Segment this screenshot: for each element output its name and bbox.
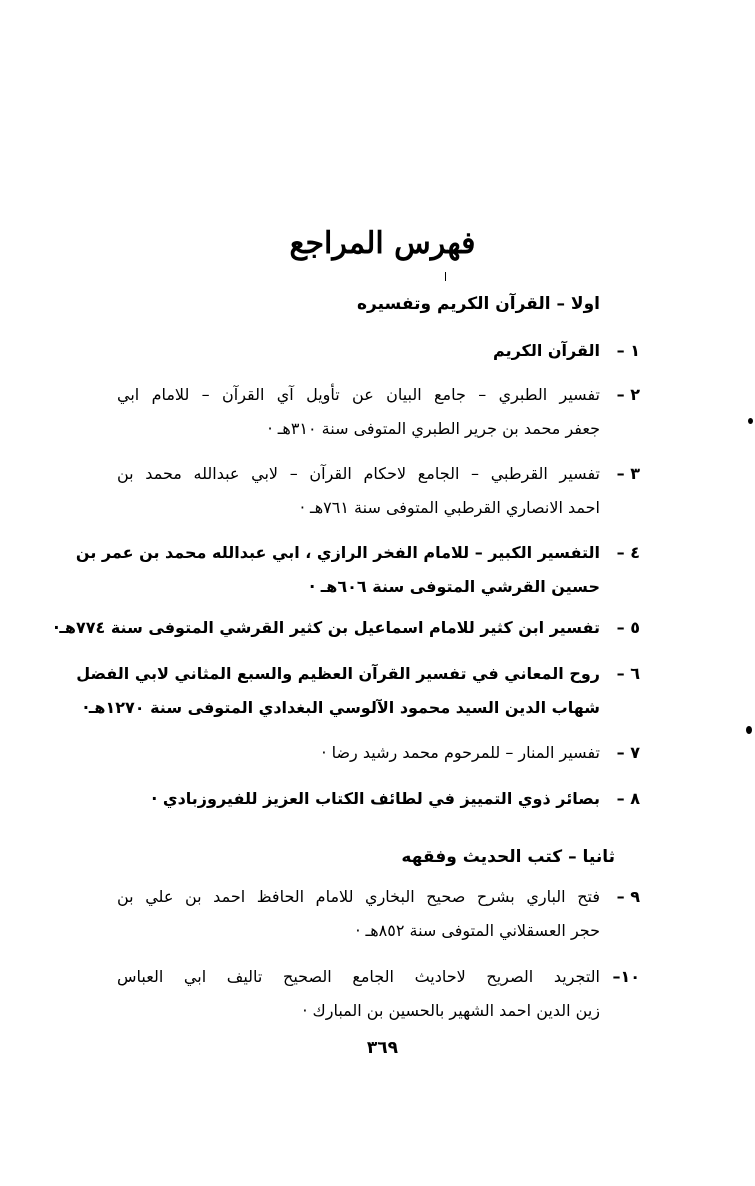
page-title: فهرس المراجع [289, 226, 476, 261]
entry-text-continued: حسين القرشي المتوفى سنة ٦٠٦هـ · [309, 577, 600, 596]
entry-text: تفسير الطبري – جامع البيان عن تأويل آي القرآن – للامام ابي [117, 385, 600, 404]
entry-text-continued: حجر العسقلاني المتوفى سنة ٨٥٢هـ · [355, 921, 600, 940]
entry-number: ١٠– [612, 967, 640, 986]
entry-number: ١ – [616, 341, 640, 360]
entry-number: ٨ – [616, 789, 640, 808]
entry-text: فتح الباري بشرح صحيح البخاري للامام الحافظ احمد بن علي بن [117, 887, 600, 906]
reference-entry [75, 536, 640, 604]
reference-entry [117, 457, 640, 525]
entry-text-continued: زين الدين احمد الشهير بالحسين بن المبارك · [302, 1001, 600, 1020]
entry-text-continued: شهاب الدين السيد محمود الآلوسي البغدادي المتوفى سنة ١٢٧٠هـ· [82, 698, 600, 717]
reference-entry [117, 960, 640, 1028]
entry-number: ٥ – [616, 618, 640, 637]
section-heading-hadith: ثانيا – كتب الحديث وفقهه [401, 847, 615, 867]
scan-speck [748, 418, 753, 424]
entry-number: ٦ – [616, 664, 640, 683]
entry-number: ٩ – [616, 887, 640, 906]
entry-number: ٣ – [616, 464, 640, 483]
reference-entry [53, 611, 640, 645]
entry-text: روح المعاني في تفسير القرآن العظيم والسبع المثاني لابي الفضل [76, 664, 600, 683]
reference-entry [117, 736, 640, 770]
entry-text: التفسير الكبير – للامام الفخر الرازي ، ابي عبدالله محمد بن عمر بن [75, 543, 600, 562]
reference-entry [117, 378, 640, 446]
entry-text: تفسير المنار – للمرحوم محمد رشيد رضا · [321, 743, 600, 762]
reference-entry [117, 782, 640, 816]
entry-number: ٢ – [616, 385, 640, 404]
ink-mark [445, 272, 446, 281]
page-number: ٣٦٩ [366, 1038, 399, 1058]
entry-number: ٧ – [616, 743, 640, 762]
entry-text: تفسير القرطبي – الجامع لاحكام القرآن – لابي عبدالله محمد بن [117, 464, 600, 483]
reference-entry [117, 334, 640, 368]
scan-speck [746, 726, 752, 734]
section-heading-quran: اولا – القرآن الكريم وتفسيره [356, 294, 600, 314]
reference-entry [76, 657, 640, 725]
entry-number: ٤ – [616, 543, 640, 562]
entry-text-continued: جعفر محمد بن جرير الطبري المتوفى سنة ٣١٠هـ · [267, 419, 600, 438]
reference-entry [117, 880, 640, 948]
entry-text: بصائر ذوي التمييز في لطائف الكتاب العزيز للفيروزبادي · [151, 789, 600, 808]
entry-text: تفسير ابن كثير للامام اسماعيل بن كثير القرشي المتوفى سنة ٧٧٤هـ· [53, 618, 600, 637]
entry-text: التجريد الصريح لاحاديث الجامع الصحيح تاليف ابي العباس [117, 967, 600, 986]
entry-text: القرآن الكريم [493, 341, 600, 360]
entry-text-continued: احمد الانصاري القرطبي المتوفى سنة ٧٦١هـ · [299, 498, 600, 517]
